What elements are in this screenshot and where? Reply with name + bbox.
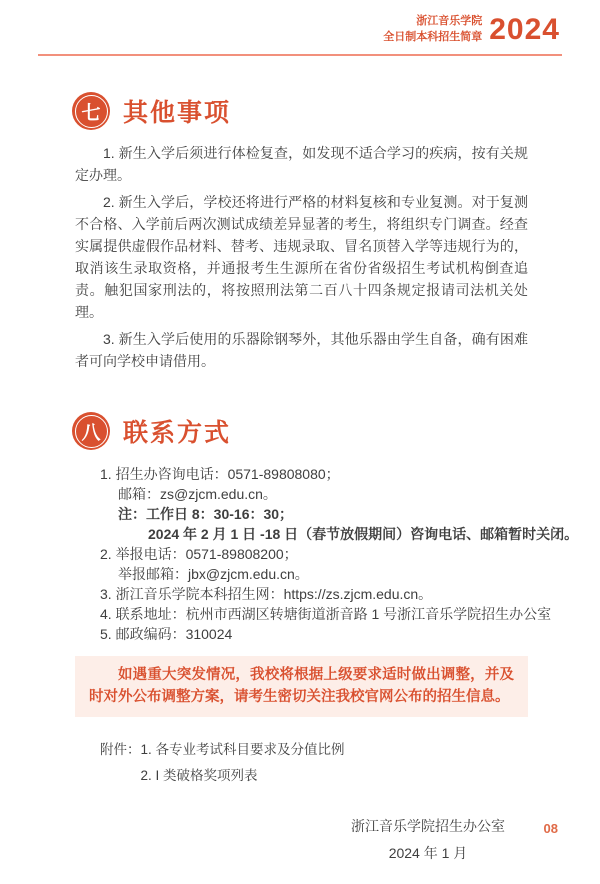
report-phone-line: 2. 举报电话：0571-89808200；: [100, 546, 298, 562]
page-header: [383, 14, 560, 46]
contact-address-line: 4. 联系地址：杭州市西湖区转塘街道浙音路 1 号浙江音乐学院招生办公室: [100, 606, 552, 622]
signature-office: 浙江音乐学院招生办公室: [351, 818, 505, 834]
school-name: 浙江音乐学院: [416, 15, 483, 27]
page-number: 08: [543, 821, 558, 836]
signature-date: 2024 年 1 月: [388, 845, 468, 861]
section-number-badge-seven: 七: [72, 92, 110, 130]
attachments-block: [100, 737, 528, 789]
attachments-items: [141, 737, 345, 789]
attachment-item-exam-subjects: 1. 各专业考试科目要求及分值比例: [140, 742, 345, 757]
section-number-badge-eight: 八: [72, 412, 110, 450]
header-year: 2024: [489, 12, 560, 46]
attachments-label: 附件：: [100, 742, 141, 757]
paragraph-health-recheck: 1. 新生入学后须进行体检复查，如发现不适合学习的疾病，按有关规定办理。: [75, 145, 528, 183]
contact-list: [100, 464, 579, 644]
header-titles: [383, 14, 482, 46]
paragraph-instruments: 3. 新生入学后使用的乐器除钢琴外，其他乐器由学生自备，确有困难者可向学校申请借用。: [75, 331, 528, 369]
contact-holiday-note: 2024 年 2 月 1 日 -18 日（春节放假期间）咨询电话、邮箱暂时关闭。: [148, 526, 579, 542]
signature-block: [351, 813, 505, 867]
report-email-line: 举报邮箱：jbx@zjcm.edu.cn。: [118, 566, 309, 582]
header-divider: [38, 54, 562, 56]
paragraph-material-review: 2. 新生入学后，学校还将进行严格的材料复核和专业复测。对于复测不合格、入学前后两次测试成绩差异显著的考生，将组织专门调查。经查实属提供虚假作品材料、替考、违规录取、冒名顶替入学等违规行为的，取消该生录取资格，并通报考生生源所在省份省级招生考试机构倒查追责。触犯国家刑法的，将按照刑法第二百八十四条规定报请司法机关处理。: [75, 194, 528, 320]
section-title-other-matters: 其他事项: [123, 99, 232, 127]
contact-phone-line: 1. 招生办咨询电话：0571-89808080；: [100, 466, 340, 482]
section-contact: [0, 412, 600, 644]
contact-email-line: 邮箱：zs@zjcm.edu.cn。: [118, 486, 277, 502]
attachment-item-award-list: 2. I 类破格奖项列表: [140, 768, 258, 783]
contact-hours-note: 注：工作日 8：30-16：30；: [118, 506, 294, 522]
section-contact-heading: [72, 412, 600, 450]
section-other-heading: [72, 92, 600, 130]
brochure-title: 全日制本科招生简章: [383, 30, 483, 43]
admissions-website-line: 3. 浙江音乐学院本科招生网：https://zs.zjcm.edu.cn。: [100, 586, 433, 602]
other-matters-paragraphs: [75, 142, 528, 372]
section-title-contact: 联系方式: [123, 419, 232, 447]
emergency-adjustment-notice: 如遇重大突发情况，我校将根据上级要求适时做出调整，并及时对外公布调整方案，请考生密切关注我校官网公布的招生信息。: [75, 656, 528, 717]
postal-code-line: 5. 邮政编码：310024: [100, 626, 233, 642]
